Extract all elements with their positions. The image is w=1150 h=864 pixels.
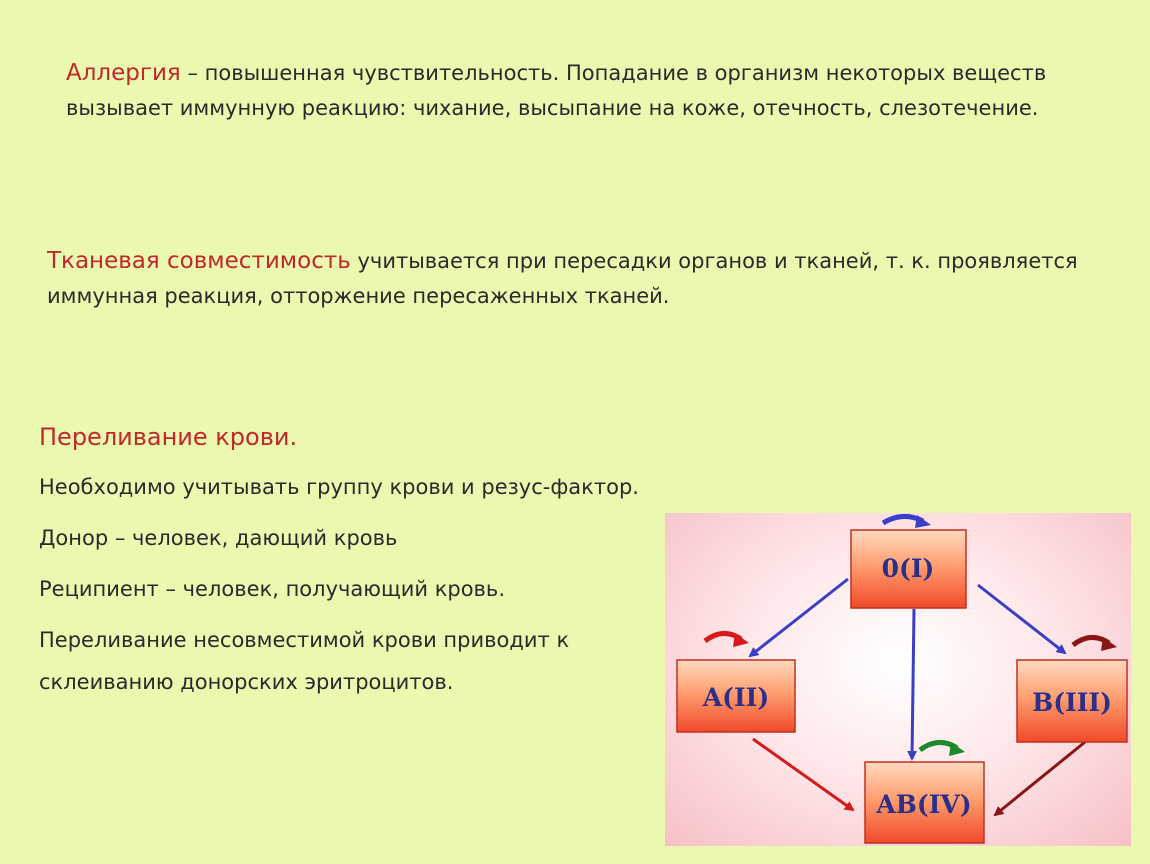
arrow-a-to-ab xyxy=(753,739,853,810)
tissue-paragraph xyxy=(47,244,1107,314)
arrow-0-to-ab xyxy=(912,609,914,759)
group-label-0: 0(I) xyxy=(881,554,935,583)
arrow-0-to-b xyxy=(978,585,1065,653)
allergy-paragraph xyxy=(66,56,1086,126)
group-label-ab: AB(IV) xyxy=(876,790,972,819)
arrow-b-to-ab xyxy=(995,742,1085,815)
transfusion-line: Необходимо учитывать группу крови и резус-фактор. xyxy=(39,475,639,499)
allergy-term: Аллергия xyxy=(66,60,181,86)
group-label-a: A(II) xyxy=(702,683,770,712)
transfusion-line: Переливание несовместимой крови приводит к xyxy=(39,628,570,652)
self-arrow-b xyxy=(1073,637,1117,651)
tissue-term: Тканевая совместимость xyxy=(47,248,351,274)
self-arrow-a xyxy=(705,633,749,647)
tissue-text: учитывается при пересадки органов и тканей, т. к. проявляется иммунная реакция, отторжение пересаженных тканей. xyxy=(47,249,1078,308)
arrow-0-to-a xyxy=(750,579,848,656)
transfusion-line: Донор – человек, дающий кровь xyxy=(39,526,398,550)
self-arrow-0 xyxy=(883,515,931,528)
allergy-text: – повышенная чувствительность. Попадание в организм некоторых веществ вызывает иммунную реакцию: чихание, высыпание на коже, отечность, слезотечение. xyxy=(66,61,1047,120)
self-arrow-ab xyxy=(920,742,965,756)
diagram-svg xyxy=(665,513,1131,846)
group-label-b: B(III) xyxy=(1032,688,1112,717)
transfusion-line: Реципиент – человек, получающий кровь. xyxy=(39,577,505,601)
transfusion-title: Переливание крови. xyxy=(39,423,298,451)
blood-compatibility-diagram xyxy=(665,513,1131,846)
transfusion-line: склеиванию донорских эритроцитов. xyxy=(39,670,454,694)
